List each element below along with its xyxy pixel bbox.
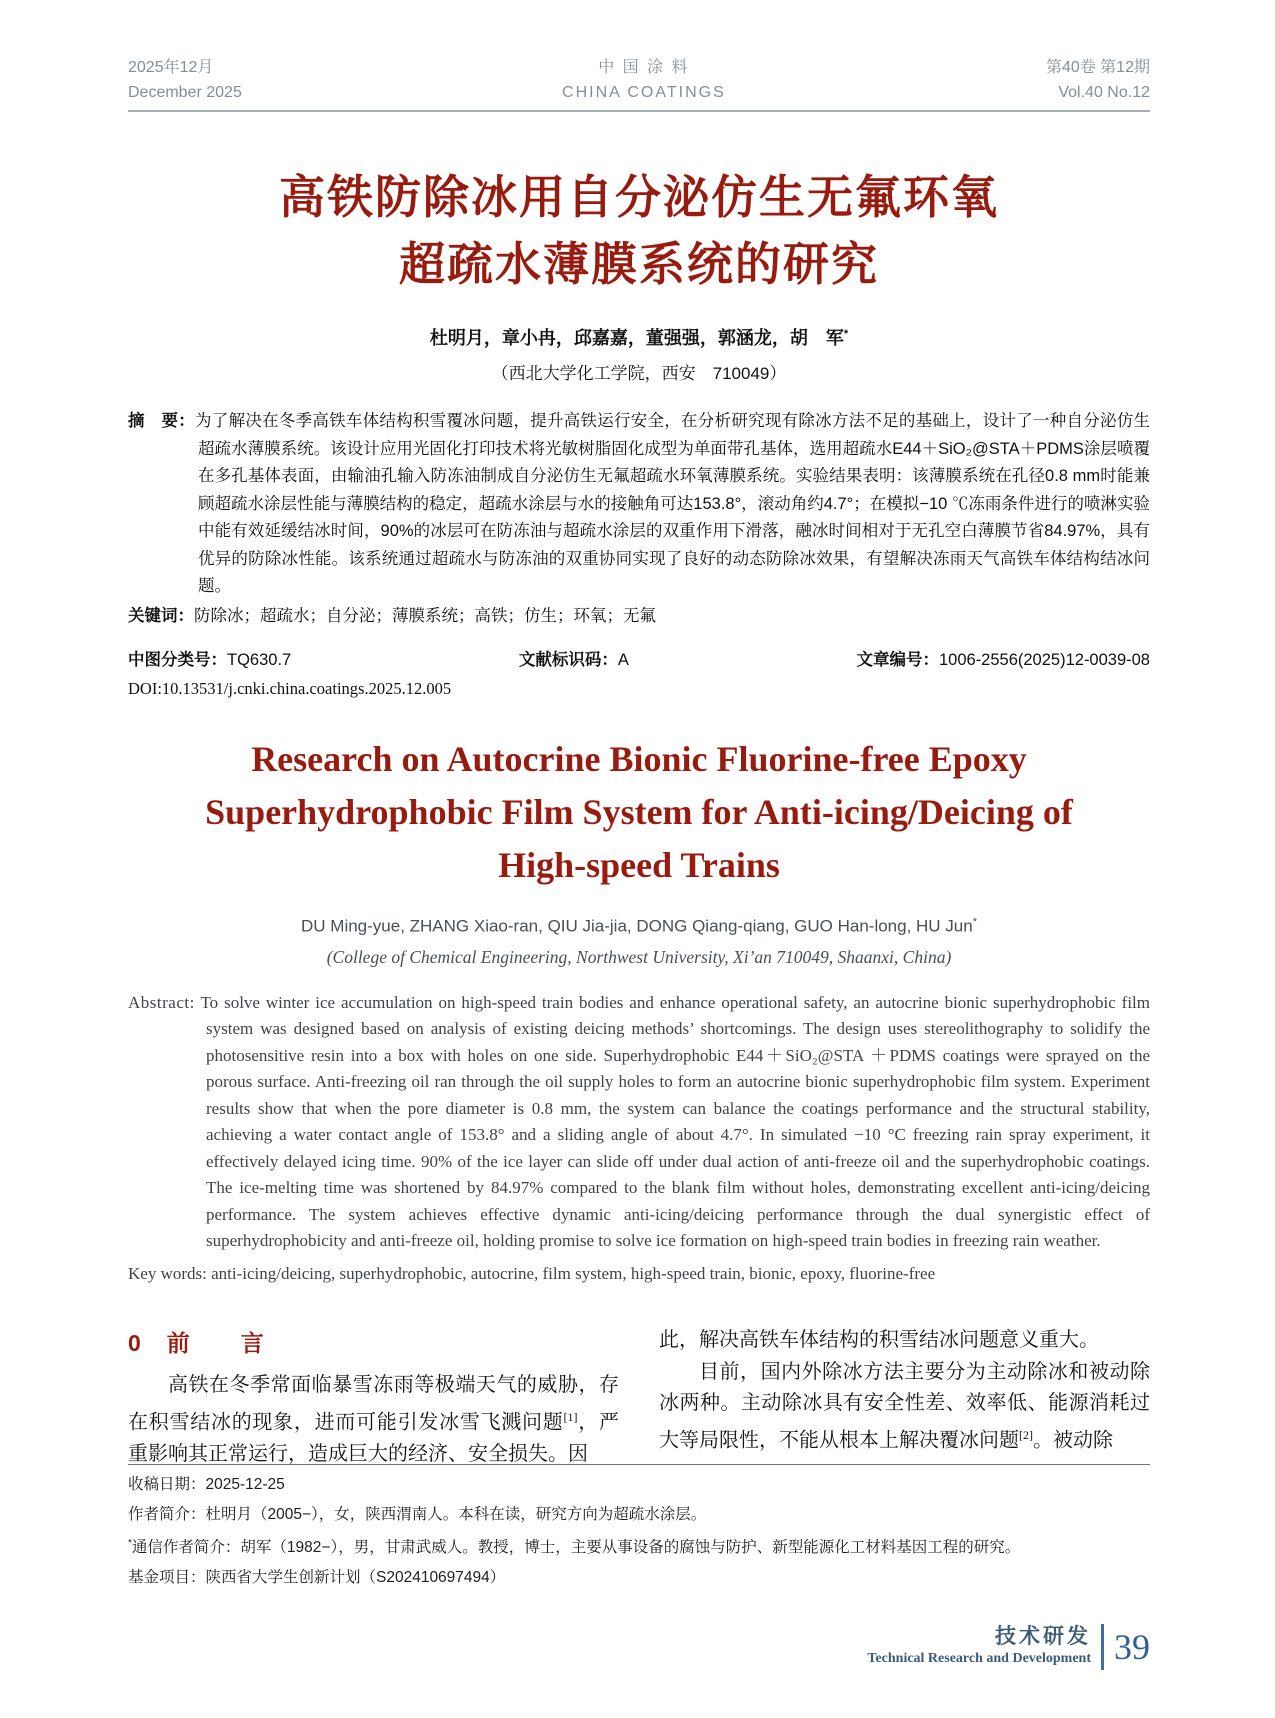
authors-en [128,916,1150,937]
document-code-value: A [617,651,629,669]
citation-ref-2: [2] [1019,1427,1033,1442]
article-title-en-line2: Superhydrophobic Film System for Anti-icing/Deicing of [205,792,1073,832]
authors-cn-names: 杜明月，章小冉，邱嘉嘉，董强强，郭涵龙，胡 军 [429,328,844,348]
footnote-corr-marker: * [128,1538,132,1549]
header-date [128,55,242,105]
body-columns [128,1325,1150,1470]
corresponding-author-mark-en: * [972,916,977,928]
footnote-author-bio: 作者简介：杜明月（2005−），女，陕西渭南人。本科在读，研究方向为超疏水涂层。 [128,1505,707,1523]
footnotes [128,1470,1150,1592]
footnote-corr-text: 通信作者简介：胡军（1982−），男，甘肃武威人。教授，博士，主要从事设备的腐蚀与防护、新型能源化工材料基因工程的研究。 [131,1539,1021,1557]
abstract-en [128,990,1150,1255]
article-title-cn-line2: 超疏水薄膜系统的研究 [399,238,879,290]
article-id-value: 1006-2556(2025)12-0039-08 [938,651,1150,669]
abstract-cn-text: 为了解决在冬季高铁车体结构积雪覆冰问题，提升高铁运行安全，在分析研究现有除冰方法不足的基础上，设计了一种自分泌仿生超疏水薄膜系统。该设计应用光固化打印技术将光敏树脂固化成型为单面带孔基体，选用超疏水E44＋SiO₂@STA＋PDMS涂层喷覆在多孔基体表面，由输油孔输入防冻油制成自分泌仿生无氟超疏水环氧薄膜系统。实验结果表明：该薄膜系统在孔径0.8 mm时能兼顾超疏水涂层性能与薄膜结构的稳定，超疏水涂层与水的接触角可达153.8°，滚动角约4.7°；在模拟−10 ℃冻雨条件进行的喷淋实验中能有效延缓结冰时间，90%的冰层可在防冻油与超疏水涂层的双重作用下滑落，融冰时间相对于无孔空白薄膜节省84.97%，具有优异的防除冰性能。该系统通过超疏水与防冻油的双重协同实现了良好的动态防除冰效果，有望解决冻雨天气高铁车体结构结冰问题。 [195,412,1151,595]
section-0-number: 0 [128,1330,141,1357]
article-title-cn-line1: 高铁防除冰用自分泌仿生无氟环氧 [279,171,999,223]
header-date-cn: 2025年12月 [128,59,214,76]
clc-number [128,646,291,670]
footnote-received-date: 收稿日期：2025-12-25 [128,1476,285,1493]
keywords-en-text: anti-icing/deicing, superhydrophobic, autocrine, film system, high-speed train, bionic, epoxy, fluorine-free [211,1263,936,1283]
article-id-label: 文章编号： [856,651,939,669]
journal-header [128,55,1150,112]
article-title-cn [128,164,1150,298]
body-column-right [659,1325,1150,1470]
keywords-cn-text: 防除冰；超疏水；自分泌；薄膜系统；高铁；仿生；环氧；无氟 [194,606,656,625]
keywords-en [128,1261,1150,1288]
page-number: 39 [1114,1627,1150,1667]
abstract-cn-label: 摘 要： [128,412,196,430]
header-issue-cn: 第40卷 第12期 [1045,59,1150,76]
footnote-divider [128,1464,1150,1465]
authors-en-names: DU Ming-yue, ZHANG Xiao-ran, QIU Jia-jia, DONG Qiang-qiang, GUO Han-long, HU Jun [301,916,973,936]
document-code [519,646,629,670]
header-issue [1046,55,1150,105]
header-issue-en: Vol.40 No.12 [1058,84,1150,101]
footer-section-cn: 技术研发 [995,1625,1091,1648]
clc-label: 中图分类号： [128,651,227,669]
article-id [856,646,1150,670]
body-left-p1-cont: ，严重影响其正常运行，造成巨大的经济、安全损失。因 [128,1411,620,1465]
abstract-en-body: To solve winter ice accumulation on high-speed train bodies and enhance operational safety, an autocrine bionic superhydrophobic film system was designed based on analysis of existing deicing methods’ shortcomings. The design uses stereolithography to solidify the photosensitive resin into a box with holes on one side. Superhydrophobic E44＋SiO₂@STA ＋PDMS coatings were sprayed on the porous surface. Anti-freezing oil ran through the oil supply holes to form an autocrine bionic superhydrophobic film system. Experiment results show that when the pore diameter is 0.8 mm, the system can balance the coatings performance and the structural stability, achieving a water contact angle of 153.8° and a sliding angle of about 4.7°. In simulated −10 °C freezing rain spray experiment, it effectively delayed icing time. 90% of the ice layer can slide off under dual action of anti-freeze oil and the superhydrophobic coatings. The ice-melting time was shortened by 84.97% compared to the blank film without holes, demonstrating excellent anti-icing/deicing performance. The system achieves effective dynamic anti-icing/deicing performance through the dual synergistic effect of superhydrophobicity and anti-freeze oil, holding promise to solve ice formation on high-speed train bodies in freezing rain weather. [200,992,1150,1251]
header-date-en: December 2025 [128,84,242,101]
doi: DOI:10.13531/j.cnki.china.coatings.2025.12.005 [128,679,452,698]
body-right-p1-text: 此，解决高铁车体结构的积雪结冰问题意义重大。 [659,1329,1099,1352]
citation-ref-1: [1] [563,1409,578,1424]
keywords-en-label: Key words: [128,1263,207,1283]
affiliation-en: (College of Chemical Engineering, Northwest University, Xi’an 710049, Shaanxi, China) [326,946,952,967]
body-paragraph [659,1357,1150,1457]
authors-cn [128,324,1150,350]
footer-section-en: Technical Research and Development [867,1651,1091,1666]
header-journal-en: CHINA COATINGS [562,84,726,101]
body-left-p1-text: 高铁在冬季常面临暴雪冻雨等极端天气的威胁，存在积雪结冰的现象，进而可能引发冰雪飞溅问题 [128,1374,619,1434]
abstract-en-label: Abstract: [128,992,195,1012]
article-title-en [128,733,1150,892]
article-title-en-line1: Research on Autocrine Bionic Fluorine-free Epoxy [251,739,1027,779]
corresponding-author-mark: * [843,328,849,340]
footnote-corresponding-bio [128,1529,1150,1563]
affiliation-cn: （西北大学化工学院，西安 710049） [491,364,787,383]
body-right-p2-text: 目前，国内外除冰方法主要分为主动除冰和被动除冰两种。主动除冰具有安全性差、效率低、能源消耗过大等局限性，不能从根本上解决覆冰问题 [659,1360,1150,1452]
body-paragraph [659,1325,1150,1357]
header-journal-cn: 中 国 涂 料 [598,59,690,76]
abstract-cn [128,408,1150,601]
document-code-label: 文献标识码： [518,651,618,669]
header-journal-name [562,55,726,105]
article-title-en-line3: High-speed Trains [498,845,780,885]
body-column-left [128,1325,619,1470]
section-0-heading [128,1325,619,1358]
page-footer [867,1624,1150,1670]
footer-divider-bar [1101,1624,1104,1670]
clc-value: TQ630.7 [227,651,292,669]
keywords-cn [128,603,1150,631]
footnote-funding: 基金项目：陕西省大学生创新计划（S202410697494） [128,1568,506,1586]
body-right-p2-cont: 。被动除 [1033,1429,1113,1452]
keywords-cn-label: 关键词： [128,606,194,625]
classification-meta [128,646,1150,670]
footer-section-name [867,1625,1091,1669]
section-0-title: 前 言 [166,1330,278,1357]
body-paragraph [128,1370,619,1470]
